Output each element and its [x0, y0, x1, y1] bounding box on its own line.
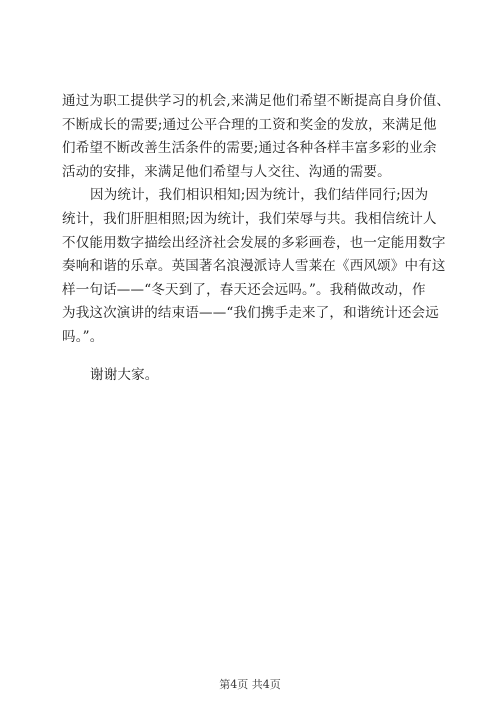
- text-line: 奏响和谐的乐章。英国著名浪漫派诗人雪莱在《西风颂》中有这: [62, 258, 446, 275]
- text-line: 们希望不断改善生活条件的需要;通过各种各样丰富多彩的业余: [62, 140, 437, 157]
- text-line: 通过为职工提供学习的机会,来满足他们希望不断提高自身价值、: [62, 93, 451, 109]
- text-line: 谢谢大家。: [90, 366, 159, 383]
- paragraph-thanks: [62, 364, 442, 388]
- page-footer: [0, 676, 500, 692]
- text-line: 吗。”。: [62, 328, 104, 345]
- text-line: 不仅能用数字描绘出经济社会发展的多彩画卷，也一定能用数字: [62, 234, 446, 251]
- paragraph-closing-needs: [62, 90, 451, 184]
- text-line: 因为统计，我们相识相知;因为统计，我们结伴同行;因为: [90, 187, 429, 204]
- text-line: 统计，我们肝胆相照;因为统计，我们荣辱与共。我相信统计人: [62, 210, 437, 227]
- text-line: 样一句话——“冬天到了，春天还会远吗。”。我稍做改动，作: [62, 281, 426, 298]
- page-number: 第4页 共4页: [219, 678, 281, 691]
- paragraph-spacer: [62, 350, 442, 364]
- document-body: [62, 90, 451, 387]
- text-line: 活动的安排，来满足他们希望与人交往、沟通的需要。: [62, 163, 391, 180]
- paragraph-because-statistics: [62, 184, 446, 349]
- text-line: 为我这次演讲的结束语——“我们携手走来了，和谐统计还会远: [62, 305, 440, 322]
- text-line: 不断成长的需要;通过公平合理的工资和奖金的发放，来满足他: [62, 116, 437, 133]
